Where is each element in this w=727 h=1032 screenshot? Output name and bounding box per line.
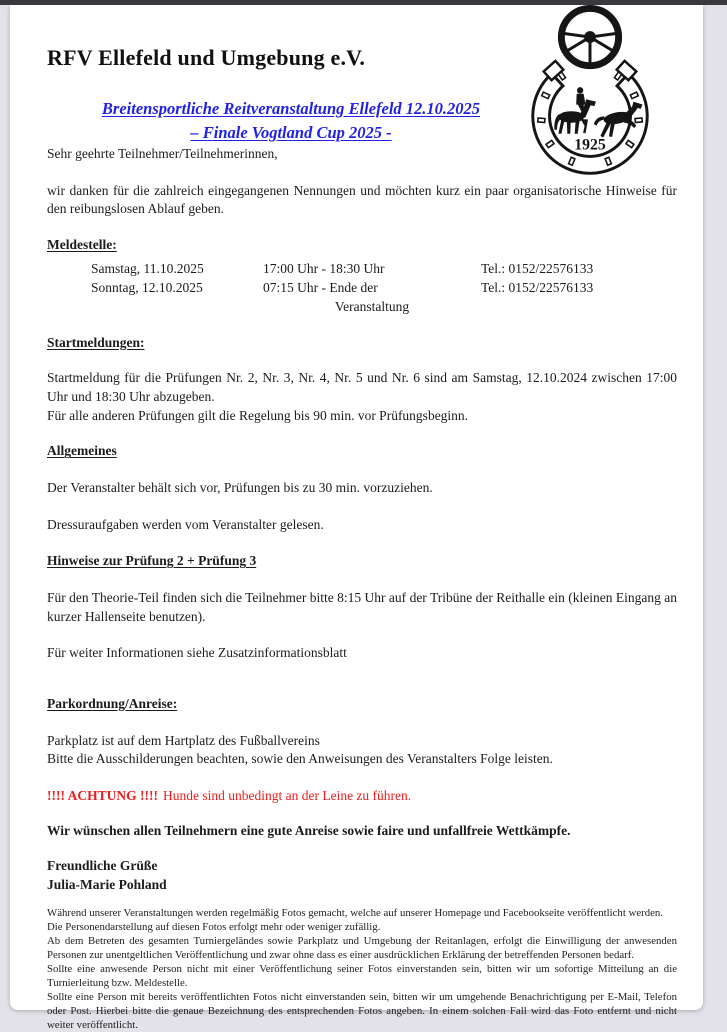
- horseshoe-logo-icon: [516, 41, 664, 189]
- intro-paragraph: wir danken für die zahlreich eingegangenen Nennungen und möchten kurz ein paar organisatorische Hinweise für den reibungslosen Ablauf geben.: [47, 182, 677, 217]
- fineprint-line: Sollte eine Person mit bereits veröffentlichten Fotos nicht einverstanden sein, bitten wir um umgehende Benachrichtigung per E-Mail, Telefon oder Post. Hierbei bitte die genaue Bezeichnung des entsprechenden Fotos angeben. In einem solchen Fall wird das Foto entfernt und nicht weiter veröffentlicht.: [47, 991, 677, 1032]
- meldestelle-day: Samstag, 11.10.2025: [91, 261, 204, 277]
- table-row: [91, 260, 677, 279]
- parkordnung-paragraph-1: Parkplatz ist auf dem Hartplatz des Fußballvereins: [47, 732, 320, 748]
- hinweise-paragraph-1: Für den Theorie-Teil finden sich die Teilnehmer bitte 8:15 Uhr auf der Tribüne der Reithalle ein (kleinen Eingang an kurzer Hallenseite benutzen).: [47, 590, 677, 624]
- parkordnung-paragraph-2: Bitte die Ausschilderungen beachten, sowie den Anweisungen des Veranstalters Folge leisten.: [47, 751, 553, 767]
- heading-hinweise: Hinweise zur Prüfung 2 + Prüfung 3: [47, 553, 257, 569]
- meldestelle-table: [91, 260, 677, 317]
- meldestelle-time-line1: 17:00 Uhr - 18:30 Uhr: [263, 261, 385, 277]
- closing-signature-name: Julia-Marie Pohland: [47, 877, 167, 893]
- document-page: [10, 5, 703, 1032]
- warning-line: [47, 787, 677, 806]
- allgemeines-paragraph-2: Dressuraufgaben werden vom Veranstalter gelesen.: [47, 517, 324, 533]
- document-content: [10, 5, 703, 1032]
- meldestelle-time-line2: Veranstaltung: [334, 298, 410, 314]
- heading-meldestelle: Meldestelle:: [47, 237, 117, 253]
- photo-consent-fineprint: [47, 906, 677, 1032]
- fineprint-line: Während unserer Veranstaltungen werden regelmäßig Fotos gemacht, welche auf unserer Homepage und Facebookseite veröffentlicht werden.: [47, 906, 663, 919]
- meldestelle-tel: Tel.: 0152/22576133: [481, 261, 594, 277]
- organization-name: RFV Ellefeld und Umgebung e.V.: [47, 45, 366, 70]
- meldestelle-time: [263, 279, 481, 317]
- startmeldungen-paragraph-2: Für alle anderen Prüfungen gilt die Regelung bis 90 min. vor Prüfungsbeginn.: [47, 407, 469, 423]
- wishes-paragraph: Wir wünschen allen Teilnehmern eine gute Anreise sowie faire und unfallfreie Wettkämpfe.: [47, 823, 571, 839]
- event-title-block: [47, 97, 535, 145]
- event-title-line2: – Finale Vogtland Cup 2025 -: [190, 122, 392, 142]
- club-logo: [516, 41, 664, 189]
- meldestelle-tel: Tel.: 0152/22576133: [481, 280, 594, 296]
- warning-label: !!!! ACHTUNG !!!!: [47, 788, 158, 804]
- fineprint-line: Sollte eine anwesende Person nicht mit einer Veröffentlichung seiner Fotos einverstanden sein, bitten wir um sofortige Mitteilung an die Turnierleitung bzw. Meldestelle.: [47, 963, 677, 990]
- heading-allgemeines: Allgemeines: [47, 443, 117, 459]
- warning-text: Hunde sind unbedingt an der Leine zu führen.: [162, 788, 412, 804]
- allgemeines-paragraph-1: Der Veranstalter behält sich vor, Prüfungen bis zu 30 min. vorzuziehen.: [47, 480, 433, 496]
- closing-block: [47, 857, 677, 895]
- table-row: [91, 279, 677, 317]
- meldestelle-day: Sonntag, 12.10.2025: [91, 280, 203, 296]
- heading-startmeldungen: Startmeldungen:: [47, 334, 145, 350]
- startmeldungen-paragraph-1: Startmeldung für die Prüfungen Nr. 2, Nr. 3, Nr. 4, Nr. 5 und Nr. 6 sind am Samstag, 12.10.2024 zwischen 17:00 Uhr und 18:30 Uhr abzugeben.: [47, 369, 677, 404]
- salutation: Sehr geehrte Teilnehmer/Teilnehmerinnen,: [47, 145, 278, 161]
- dressage-horse-icon: [554, 87, 596, 134]
- fineprint-line: Die Personendarstellung auf diesen Fotos erfolgt mehr oder weniger zufällig.: [47, 920, 381, 933]
- closing-greeting: Freundliche Grüße: [47, 858, 158, 874]
- meldestelle-time-line1: 07:15 Uhr - Ende der: [263, 280, 378, 296]
- meldestelle-time: [263, 260, 481, 279]
- heading-parkordnung: Parkordnung/Anreise:: [47, 695, 178, 711]
- event-title-line1: Breitensportliche Reitveranstaltung Ellefeld 12.10.2025: [101, 98, 481, 118]
- wheel-icon: [561, 8, 618, 65]
- logo-year: 1925: [574, 136, 606, 154]
- hinweise-paragraph-2: Für weiter Informationen siehe Zusatzinformationsblatt: [47, 644, 347, 660]
- fineprint-line: Ab dem Betreten des gesamten Turniergeländes sowie Parkplatz und Umgebung der Reitanlagen, erfolgt die Einwilligung der anwesenden Personen zur unentgeltlichen Veröffentlichung und zwar ohne dass es einer ausdrücklichen Erklärung der betreffenden Personen bedarf.: [47, 934, 677, 961]
